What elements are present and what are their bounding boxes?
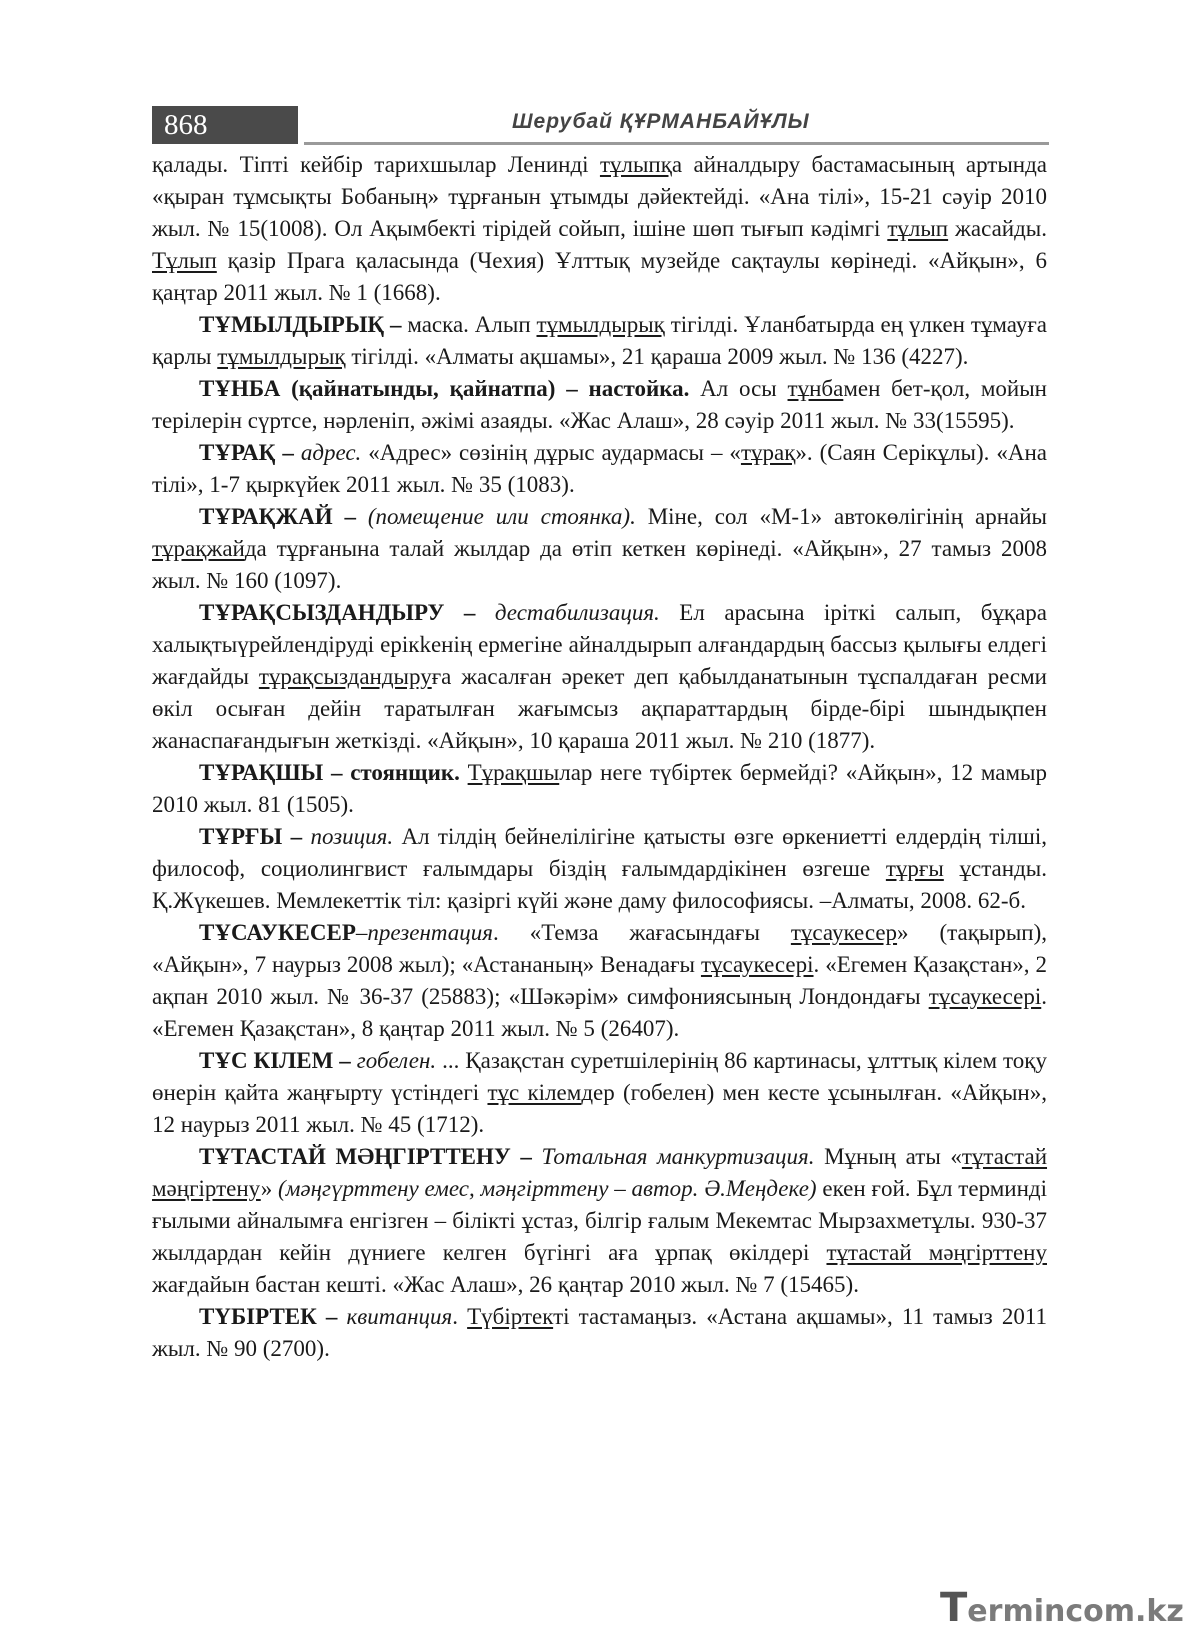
watermark-logo: [940, 1585, 1184, 1631]
text-segment: Ал тілдің бейнелілігіне қатысты өзге өркениетті елдердің тілші, философ, социолингвист ғалымдары біздің ғалымдардікінен өзгеше: [152, 824, 1047, 881]
dictionary-entry: [152, 1301, 1047, 1365]
running-title: Шерубай ҚҰРМАНБАЙҰЛЫ: [512, 110, 810, 133]
dictionary-entry: [152, 917, 1047, 1045]
dictionary-body: [152, 149, 1047, 1365]
dictionary-entry: [152, 309, 1047, 373]
text-segment: ... Қазақстан суретшілерінің 86 картинасы, ұлттық кілем тоқу өнерін қайта жаңғырту үстіндегі: [152, 1048, 1047, 1105]
underlined-term: тұсаукесері: [700, 952, 814, 977]
watermark-initial: T: [940, 1585, 968, 1631]
text-segment: қалады. Тіпті кейбір тарихшылар Ленинді: [152, 152, 600, 177]
text-segment: »: [260, 1176, 279, 1201]
text-segment: да тұрғанына талай жылдар да өтіп кеткен көрінеді. «Айқын», 27 тамыз 2008 жыл. № 160 (1097).: [152, 536, 1047, 593]
text-segment: . «Темза жағасындағы: [493, 920, 791, 945]
headword: ТҰМЫЛДЫРЫҚ –: [199, 312, 402, 337]
translation-italic: Тотальная манкуртизация.: [541, 1144, 815, 1169]
headword: ТҰРҒЫ –: [199, 824, 303, 849]
text-segment: дер (гобелен) мен кесте ұсынылған. «Айқын», 12 наурыз 2011 жыл. № 45 (1712).: [152, 1080, 1047, 1137]
text-segment: [294, 440, 301, 465]
translation-italic: гобелен.: [356, 1048, 437, 1073]
underlined-term: Тұлып: [152, 248, 217, 273]
translation-italic: адрес.: [300, 440, 362, 465]
text-segment: [460, 760, 468, 785]
underlined-term: тұлыпқ: [599, 152, 672, 177]
text-segment: Мұның аты «: [814, 1144, 962, 1169]
underlined-term: Түбіртек: [467, 1304, 554, 1329]
text-segment: » (тақырып), «Айқын», 7 наурыз 2008 жыл); «Астананың» Венадағы: [152, 920, 1048, 977]
text-segment: ». (Саян Серікұлы). «Ана тілі», 1-7 қыркүйек 2011 жыл. № 35 (1083).: [152, 440, 1048, 497]
text-segment: . «Егемен Қазақстан», 8 қаңтар 2011 жыл. № 5 (26407).: [152, 984, 1047, 1041]
underlined-term: тұсаукесері: [928, 984, 1042, 1009]
underlined-term: Тұрақшы: [467, 760, 560, 785]
dictionary-entry: [152, 597, 1047, 757]
text-segment: маска. Алып: [401, 312, 537, 337]
underlined-term: тұтастай мәңгіртену: [152, 1144, 1048, 1201]
underlined-term: тұмылдырық: [217, 344, 346, 369]
dictionary-entry: [152, 1045, 1047, 1141]
headword: ТҰРАҚ –: [199, 440, 294, 465]
text-segment: ға жасалған әрекет деп қабылданатынын тұспалдаған ресми өкіл осыған дейін таратылған жағымсыз ақпараттардың бірде-бірі шындықпен жанаспағандығын жеткізді. «Айқын», 10 қараша 2011 жыл. № 210 (1877).: [152, 664, 1047, 753]
text-segment: –: [355, 920, 368, 945]
headword: ТҰС КІЛЕМ –: [199, 1048, 351, 1073]
headword: ТҮБІРТЕК –: [199, 1304, 338, 1329]
text-segment: екен ғой. Бұл терминді ғылыми айналымға енгізген – білікті ұстаз, білгір ғалым Мекемтас Мырзахметұлы. 930-37 жылдардан кейін дүниеге келген бүгінгі аға ұрпақ өкілдері: [152, 1176, 1047, 1265]
text-segment: жасайды.: [948, 216, 1047, 241]
text-segment: тігілді. «Алматы ақшамы», 21 қараша 2009 жыл. № 136 (4227).: [345, 344, 969, 369]
text-segment: Міне, сол «М-1» автокөлігінің арнайы: [635, 504, 1047, 529]
translation-italic: позиция.: [310, 824, 394, 849]
watermark-text: ermincom.kz: [967, 1594, 1184, 1629]
underlined-term: тұмылдырық: [536, 312, 665, 337]
underlined-term: тұсаукесер: [790, 920, 898, 945]
text-segment: [475, 600, 495, 625]
page-number: 868: [164, 109, 208, 141]
text-segment: мен бет-қол, мойын терілерін сүртсе, нәрленіп, әжімі азаяды. «Жас Алаш», 28 сәуір 2011 жыл. № 33(15595).: [152, 376, 1047, 433]
translation-italic: дестабилизация.: [494, 600, 660, 625]
dictionary-entry: [152, 501, 1047, 597]
text-segment: Ел арасына іріткі салып, бұқара халықтыүрейлендіруді ерікkенің ермегіне айналдырып алғандардың бассыз қылығы елдегі жағдайды: [152, 600, 1048, 689]
underlined-term: тұнба: [787, 376, 844, 401]
dictionary-entry: [152, 437, 1047, 501]
headword: ТҰНБА (қайнатынды, қайнатпа) – настойка.: [199, 376, 690, 401]
headword: ТҰТАСТАЙ МӘҢГІРТТЕНУ –: [199, 1144, 532, 1169]
underlined-term: тұрақ: [740, 440, 796, 465]
headword: ТҰСАУКЕСЕР: [199, 920, 356, 945]
dictionary-entry: [152, 1141, 1047, 1301]
dictionary-entry: [152, 821, 1047, 917]
text-segment: лар неге түбіртек бермейді? «Айқын», 12 мамыр 2010 жыл. 81 (1505).: [152, 760, 1047, 817]
underlined-term: тұс кілем: [487, 1080, 582, 1105]
headword: ТҰРАҚШЫ – стоянщик.: [199, 760, 460, 785]
page-header: [152, 106, 1047, 146]
text-segment: «Адрес» сөзінің дұрыс аудармасы – «: [361, 440, 741, 465]
translation-italic: (помещение или стоянка).: [367, 504, 636, 529]
text-segment: Ал осы: [689, 376, 788, 401]
underlined-term: тұтастай мәңгірттену: [826, 1240, 1047, 1265]
text-segment: .: [452, 1304, 468, 1329]
translation-italic: презентация: [367, 920, 493, 945]
underlined-term: тұлып: [887, 216, 949, 241]
underlined-term: тұрақсыздандыру: [258, 664, 432, 689]
continuation-paragraph: [152, 149, 1047, 309]
text-segment: қазір Прага қаласында (Чехия) Ұлттық музейде сақтаулы көрінеді. «Айқын», 6 қаңтар 2011 жыл. № 1 (1668).: [152, 248, 1047, 305]
text-segment: [337, 1304, 346, 1329]
translation-italic: квитанция: [346, 1304, 453, 1329]
text-segment: а айналдыру бастамасының артында «қыран тұмсықты Бобаның» тұрғанын ұтымды дәйектейді. «Ана тілі», 15-21 сәуір 2010 жыл. № 15(1008). Ол Ақымбекті тірідей сойып, ішіне шөп тығып кәдімгі: [152, 152, 1047, 241]
header-rule: [304, 142, 1049, 145]
text-segment: ұстанды. Қ.Жүкешев. Мемлекеттік тіл: қазіргі күйі және даму философиясы. –Алматы, 2008. 62-б.: [152, 856, 1047, 913]
text-segment: [356, 504, 368, 529]
text-segment: жағдайын бастан кешті. «Жас Алаш», 26 қаңтар 2010 жыл. № 7 (15465).: [152, 1272, 859, 1297]
text-segment: . «Егемен Қазақстан», 2 ақпан 2010 жыл. № 36-37 (25883); «Шәкәрім» симфониясының Лондондағы: [152, 952, 1047, 1009]
dictionary-entry: [152, 757, 1047, 821]
underlined-term: тұрғы: [885, 856, 944, 881]
translation-italic: (мәңгүрттену емес, мәңгірттену – автор. Ә.Меңдеке): [278, 1176, 817, 1201]
page-number-box: [152, 106, 298, 144]
dictionary-entry: [152, 373, 1047, 437]
underlined-term: тұрақжай: [152, 536, 245, 561]
headword: ТҰРАҚЖАЙ –: [199, 504, 356, 529]
headword: ТҰРАҚСЫЗДАНДЫРУ –: [199, 600, 476, 625]
text-segment: тігілді. Ұланбатырда ең үлкен тұмауға қарлы: [152, 312, 1047, 369]
text-segment: ті тастамаңыз. «Астана ақшамы», 11 тамыз 2011 жыл. № 90 (2700).: [152, 1304, 1047, 1361]
